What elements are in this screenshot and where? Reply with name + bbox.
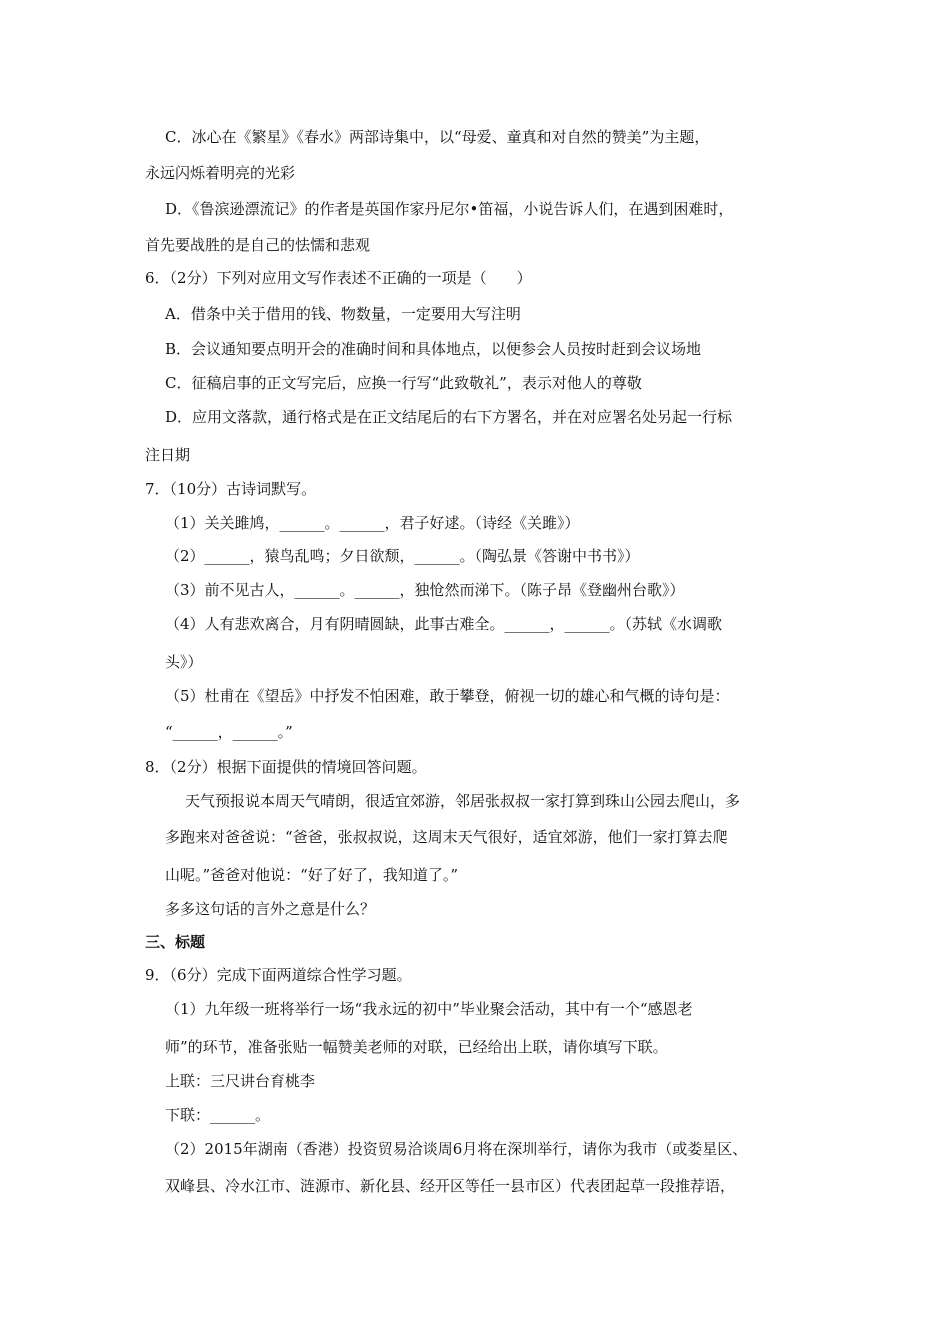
q7-item-4-continued: 头》） xyxy=(165,653,203,671)
q7-item-4: （4）人有悲欢离合，月有阴晴圆缺，此事古难全。______，______。（苏轼《水调歌 xyxy=(165,615,723,633)
section-heading: 三、标题 xyxy=(145,933,206,951)
question-8: 8．（2分）根据下面提供的情境回答问题。 xyxy=(145,758,427,776)
q7-item-5: （5）杜甫在《望岳》中抒发不怕困难，敢于攀登，俯视一切的雄心和气概的诗句是： xyxy=(165,687,730,705)
q6-option-d: D．应用文落款，通行格式是在正文结尾后的右下方署名，并在对应署名处另起一行标 xyxy=(165,408,733,426)
q8-prompt: 多多这句话的言外之意是什么？ xyxy=(165,900,376,918)
q9-upper-couplet: 上联：三尺讲台育桃李 xyxy=(165,1072,316,1090)
q5-option-c-continued: 永远闪烁着明亮的光彩 xyxy=(145,164,296,182)
q9-item-2-continued: 双峰县、冷水江市、涟源市、新化县、经开区等任一县市区）代表团起草一段推荐语， xyxy=(165,1177,736,1195)
q9-lower-couplet: 下联：______。 xyxy=(165,1106,271,1124)
question-9: 9．（6分）完成下面两道综合性学习题。 xyxy=(145,966,412,984)
q6-option-a: A．借条中关于借用的钱、物数量，一定要用大写注明 xyxy=(165,305,521,323)
q6-option-c: C．征稿启事的正文写完后，应换一行写“此致敬礼”，表示对他人的尊敬 xyxy=(165,374,642,392)
q9-item-1-continued: 师”的环节，准备张贴一幅赞美老师的对联，已经给出上联，请你填写下联。 xyxy=(165,1038,668,1056)
question-7: 7．（10分）古诗词默写。 xyxy=(145,480,317,498)
question-6: 6．（2分）下列对应用文写作表述不正确的一项是（ ） xyxy=(145,269,532,287)
q8-passage-line-3: 山呢。”爸爸对他说：“好了好了，我知道了。” xyxy=(165,866,459,884)
q9-item-2: （2）2015年湖南（香港）投资贸易洽谈周6月将在深圳举行，请你为我市（或娄星区、 xyxy=(165,1140,748,1158)
q6-option-d-continued: 注日期 xyxy=(145,446,191,464)
q5-option-c: C．冰心在《繁星》《春水》两部诗集中，以“母爱、童真和对自然的赞美”为主题， xyxy=(165,128,710,146)
q7-item-2: （2）______，猿鸟乱鸣；夕日欲颓，______。（陶弘景《答谢中书书》） xyxy=(165,547,640,565)
q7-item-3: （3）前不见古人，______。______，独怆然而涕下。（陈子昂《登幽州台歌》） xyxy=(165,581,685,599)
q5-option-d-continued: 首先要战胜的是自己的怯懦和悲观 xyxy=(145,236,371,254)
q6-option-b: B．会议通知要点明开会的准确时间和具体地点，以便参会人员按时赶到会议场地 xyxy=(165,340,702,358)
q8-passage-line-2: 多跑来对爸爸说：“爸爸，张叔叔说，这周末天气很好，适宜郊游，他们一家打算去爬 xyxy=(165,828,728,846)
q7-item-5-continued: “______，______。” xyxy=(165,723,293,741)
q7-item-1: （1）关关雎鸠，______。______，君子好逑。（诗经《关雎》） xyxy=(165,514,580,532)
q8-passage-line-1: 天气预报说本周天气晴朗，很适宜郊游，邻居张叔叔一家打算到珠山公园去爬山，多 xyxy=(185,792,741,810)
q5-option-d: D．《鲁滨逊漂流记》的作者是英国作家丹尼尔•笛福，小说告诉人们，在遇到困难时， xyxy=(165,200,734,218)
q9-item-1: （1）九年级一班将举行一场“我永远的初中”毕业聚会活动，其中有一个“感恩老 xyxy=(165,1000,693,1018)
